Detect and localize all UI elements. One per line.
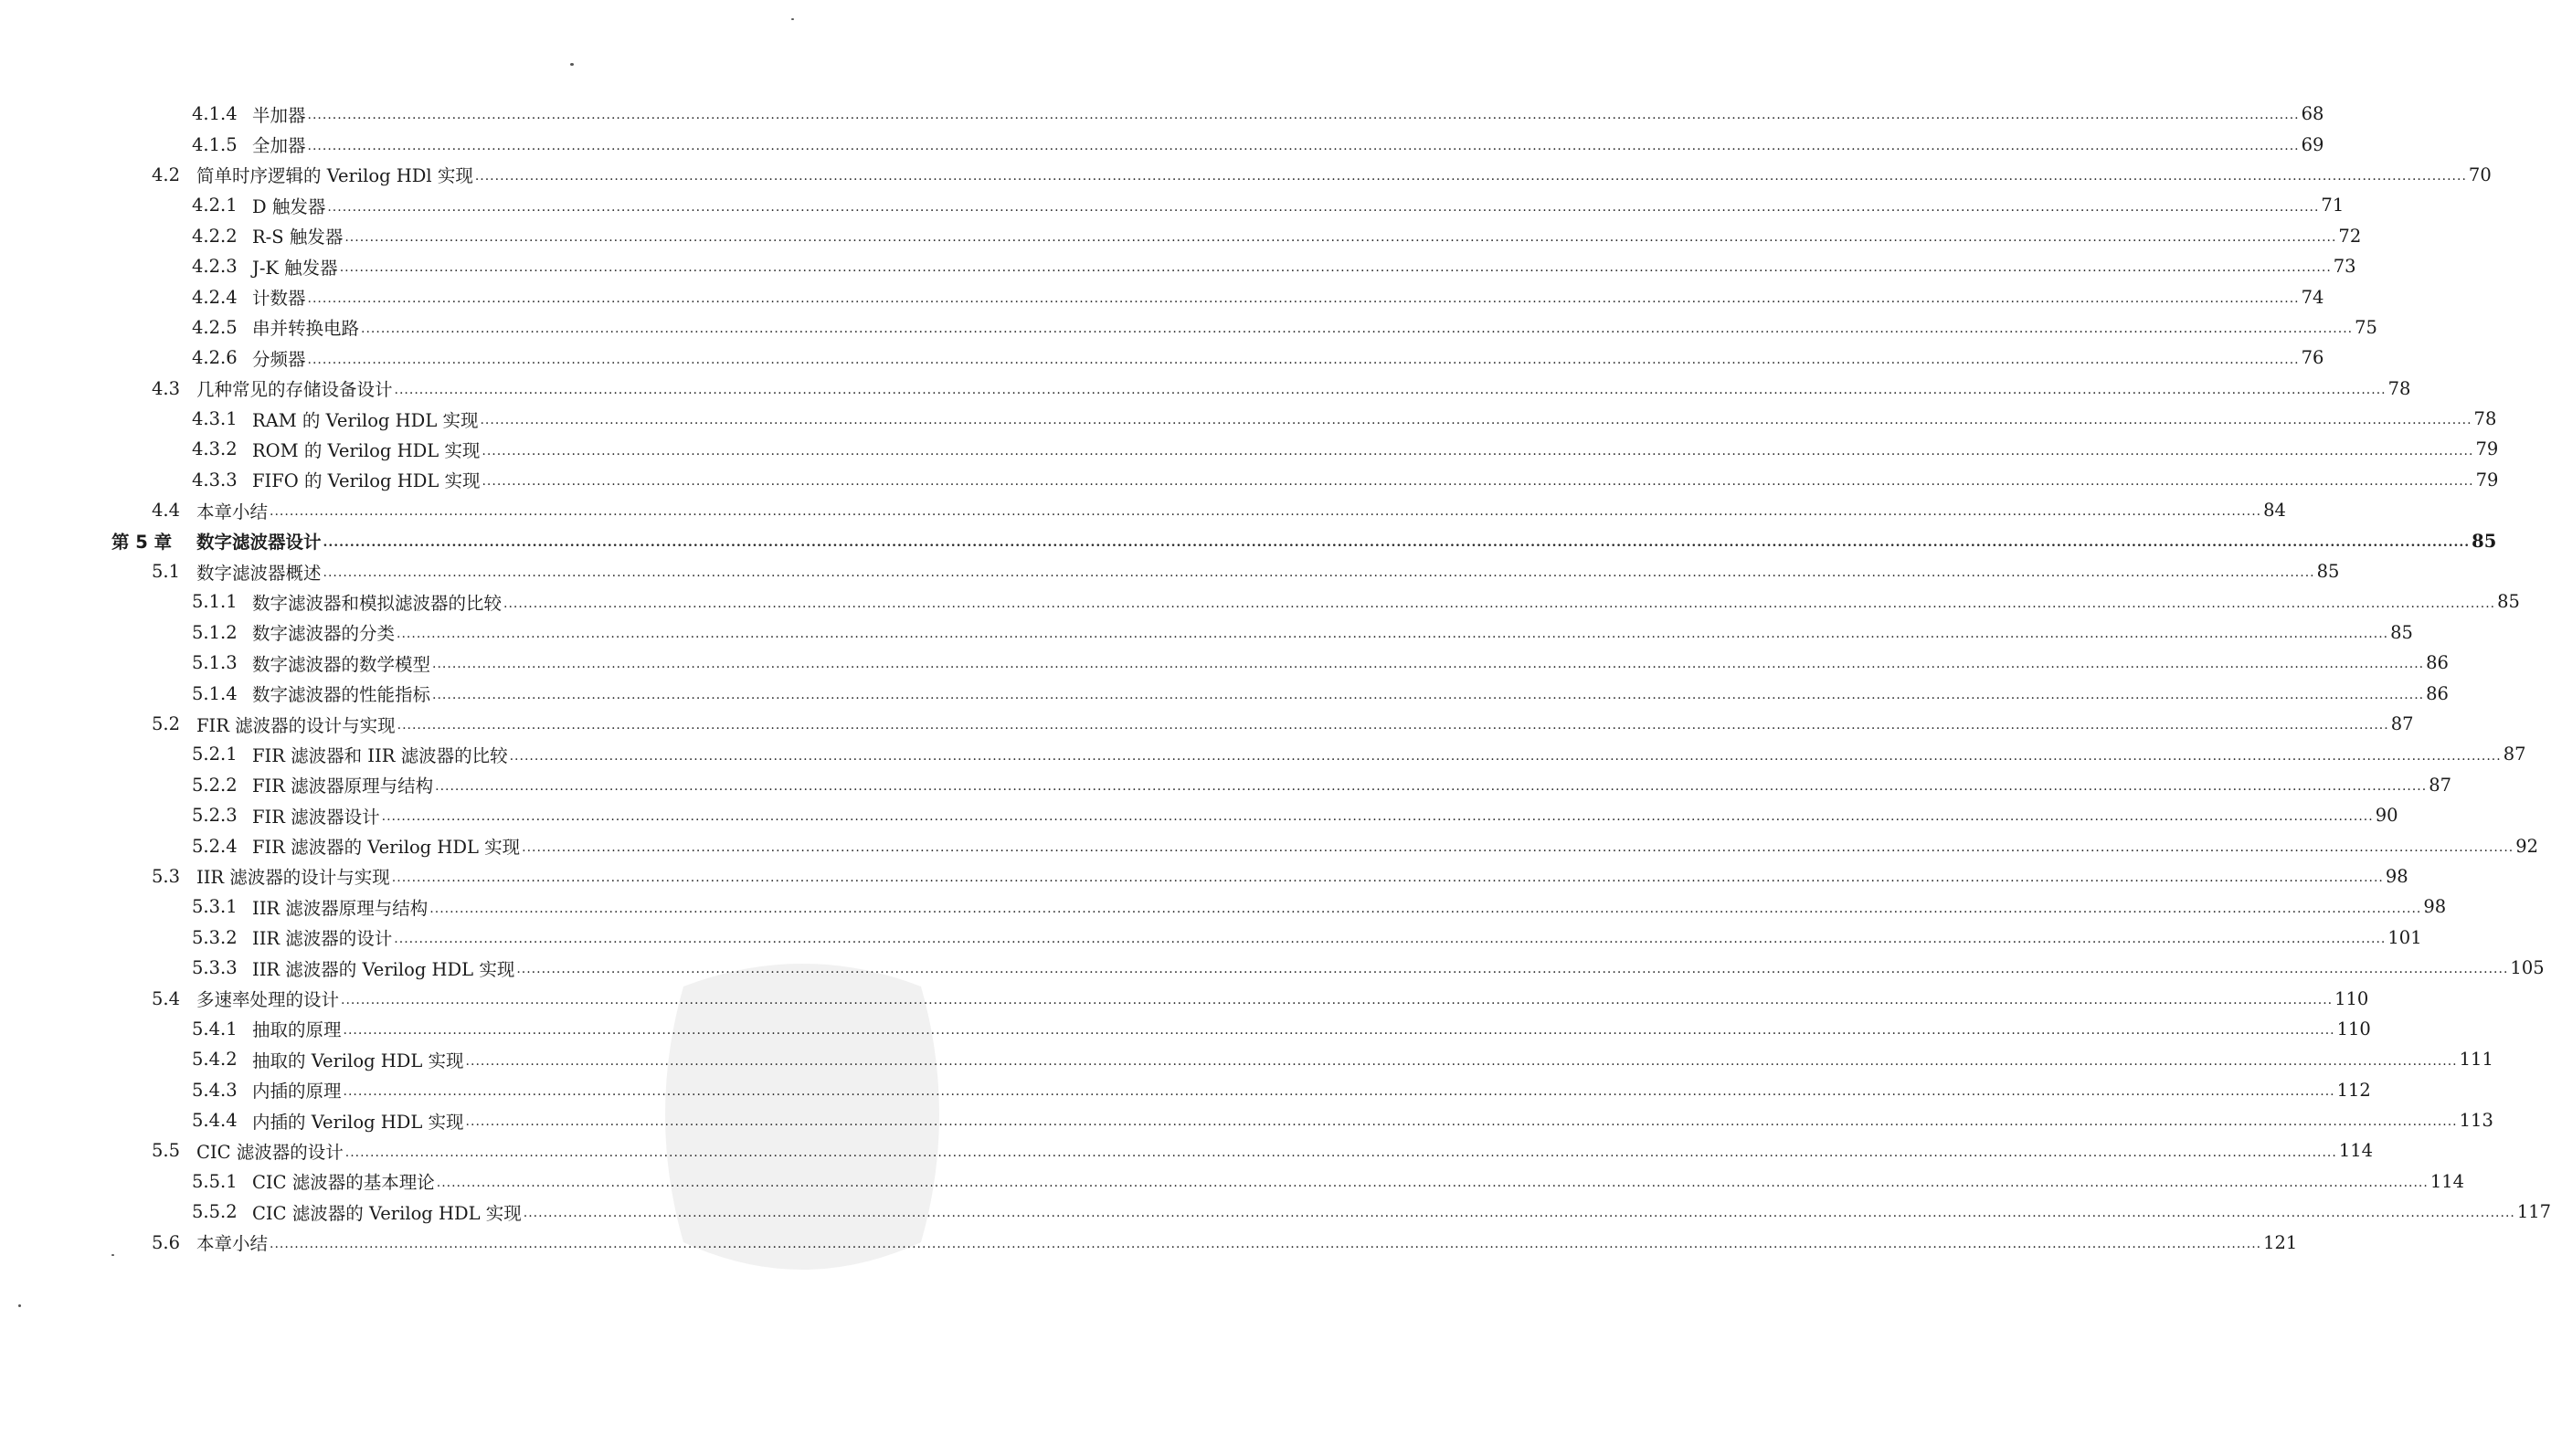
- toc-entry-page: 92: [2515, 835, 2539, 857]
- toc-entry-title: 计数器: [252, 288, 306, 310]
- toc-entry-title: 数字滤波器设计: [196, 532, 322, 554]
- dot-leader: ................................................................................................................................................................................................................................................................................................................................................................................................................: [323, 534, 2471, 550]
- toc-entry-number: 4.3: [152, 377, 181, 399]
- toc-subsection-entry[interactable]: [0, 1197, 2551, 1227]
- toc-entry-page: 117: [2516, 1201, 2551, 1223]
- toc-entry-number: 5.2: [152, 713, 181, 734]
- dot-leader: ................................................................................................................................................................................................................................................................................................................................................................................................................: [465, 1053, 2458, 1069]
- toc-entry-number: 5.3: [152, 865, 181, 887]
- dot-leader: ................................................................................................................................................................................................................................................................................................................................................................................................................: [516, 962, 2509, 977]
- toc-entry-number: 4.1.4: [192, 103, 238, 125]
- dot-leader: ................................................................................................................................................................................................................................................................................................................................................................................................................: [339, 260, 2332, 276]
- toc-entry-title: IIR 滤波器原理与结构: [252, 897, 429, 919]
- toc-entry-number: 5.4.1: [192, 1018, 238, 1039]
- toc-entry-number: 4.2.1: [192, 195, 238, 216]
- toc-subsection-entry[interactable]: [0, 99, 2324, 129]
- toc-section-entry[interactable]: [0, 709, 2414, 739]
- toc-entry-page: 101: [2387, 926, 2422, 948]
- toc-entry-title: 本章小结: [196, 501, 269, 522]
- toc-subsection-entry[interactable]: [0, 129, 2324, 159]
- toc-entry-number: 4.3.1: [192, 408, 238, 430]
- toc-entry-page: 84: [2263, 500, 2286, 522]
- toc-entry-title: FIR 滤波器的设计与实现: [196, 714, 396, 736]
- toc-entry-title: FIR 滤波器设计: [252, 806, 380, 828]
- toc-entry-page: 76: [2301, 347, 2324, 369]
- scan-speck: [791, 18, 794, 20]
- dot-leader: ................................................................................................................................................................................................................................................................................................................................................................................................................: [307, 108, 2300, 123]
- toc-entry-number: 4.3.3: [192, 469, 238, 491]
- toc-entry-title: 全加器: [252, 135, 306, 157]
- toc-entry-number: 4.2.4: [192, 286, 238, 308]
- toc-subsection-entry[interactable]: [0, 586, 2520, 617]
- dot-leader: ................................................................................................................................................................................................................................................................................................................................................................................................................: [307, 290, 2300, 306]
- toc-entry-title: 数字滤波器和模拟滤波器的比较: [252, 592, 503, 614]
- toc-section-entry[interactable]: [0, 983, 2369, 1013]
- toc-subsection-entry[interactable]: [0, 1044, 2493, 1074]
- toc-subsection-entry[interactable]: [0, 678, 2449, 708]
- dot-leader: ................................................................................................................................................................................................................................................................................................................................................................................................................: [397, 718, 2389, 733]
- toc-section-entry[interactable]: [0, 374, 2411, 404]
- toc-entry-number: 4.2.2: [192, 225, 238, 247]
- toc-entry-number: 5.6: [152, 1231, 181, 1253]
- toc-chapter-entry[interactable]: [0, 525, 2497, 555]
- dot-leader: ................................................................................................................................................................................................................................................................................................................................................................................................................: [391, 870, 2384, 886]
- toc-entry-title: FIR 滤波器原理与结构: [252, 775, 434, 797]
- toc-entry-number: 4.3.2: [192, 438, 238, 460]
- toc-entry-number: 4.2: [152, 164, 181, 185]
- toc-entry-page: 87: [2503, 744, 2526, 765]
- toc-entry-number: 4.2.5: [192, 316, 238, 338]
- dot-leader: ................................................................................................................................................................................................................................................................................................................................................................................................................: [327, 199, 2320, 215]
- toc-entry-title: 数字滤波器的数学模型: [252, 653, 431, 675]
- dot-leader: ................................................................................................................................................................................................................................................................................................................................................................................................................: [522, 839, 2514, 855]
- toc-entry-title: 简单时序逻辑的 Verilog HDl 实现: [196, 165, 473, 187]
- toc-entry-page: 79: [2475, 438, 2499, 460]
- toc-entry-title: FIR 滤波器和 IIR 滤波器的比较: [252, 744, 508, 766]
- dot-leader: ................................................................................................................................................................................................................................................................................................................................................................................................................: [435, 778, 2428, 794]
- toc-entry-number: 5.5: [152, 1140, 181, 1162]
- toc-entry-title: CIC 滤波器的设计: [196, 1141, 344, 1163]
- dot-leader: ................................................................................................................................................................................................................................................................................................................................................................................................................: [307, 352, 2300, 367]
- toc-entry-title: FIFO 的 Verilog HDL 实现: [252, 470, 481, 492]
- toc-entry-title: 内插的 Verilog HDL 实现: [252, 1111, 464, 1133]
- toc-entry-title: J-K 触发器: [252, 257, 338, 279]
- toc-entry-title: D 触发器: [252, 195, 326, 217]
- toc-entry-page: 110: [2334, 987, 2369, 1009]
- toc-entry-page: 85: [2390, 621, 2413, 643]
- dot-leader: ................................................................................................................................................................................................................................................................................................................................................................................................................: [361, 322, 2354, 337]
- toc-section-entry[interactable]: [0, 556, 2340, 586]
- toc-entry-title: 数字滤波器概述: [196, 562, 322, 584]
- scan-speck: [570, 63, 574, 66]
- toc-entry-page: 70: [2468, 164, 2492, 185]
- dot-leader: ................................................................................................................................................................................................................................................................................................................................................................................................................: [343, 1083, 2335, 1099]
- toc-entry-page: 73: [2333, 256, 2356, 278]
- toc-subsection-entry[interactable]: [0, 404, 2497, 434]
- dot-leader: ................................................................................................................................................................................................................................................................................................................................................................................................................: [270, 504, 2262, 520]
- toc-entry-number: 4.2.6: [192, 347, 238, 369]
- toc-entry-title: CIC 滤波器的 Verilog HDL 实现: [252, 1202, 522, 1224]
- toc-entry-title: IIR 滤波器的设计: [252, 928, 393, 950]
- dot-leader: ................................................................................................................................................................................................................................................................................................................................................................................................................: [503, 596, 2496, 611]
- toc-entry-number: 第 5 章: [111, 532, 173, 554]
- toc-subsection-entry[interactable]: [0, 800, 2398, 830]
- toc-subsection-entry[interactable]: [0, 465, 2499, 495]
- toc-entry-title: 数字滤波器的分类: [252, 623, 396, 645]
- toc-entry-number: 5.2.2: [192, 774, 238, 796]
- toc-entry-title: 几种常见的存储设备设计: [196, 379, 393, 401]
- toc-entry-page: 86: [2426, 652, 2449, 674]
- toc-entry-title: 半加器: [252, 104, 306, 126]
- toc-subsection-entry[interactable]: [0, 1075, 2371, 1105]
- dot-leader: ................................................................................................................................................................................................................................................................................................................................................................................................................: [381, 809, 2374, 825]
- toc-entry-page: 111: [2459, 1049, 2493, 1071]
- toc-subsection-entry[interactable]: [0, 617, 2413, 648]
- dot-leader: ................................................................................................................................................................................................................................................................................................................................................................................................................: [397, 627, 2389, 642]
- dot-leader: ................................................................................................................................................................................................................................................................................................................................................................................................................: [509, 748, 2502, 764]
- dot-leader: ................................................................................................................................................................................................................................................................................................................................................................................................................: [344, 1145, 2337, 1160]
- toc-subsection-entry[interactable]: [0, 281, 2324, 311]
- toc-entry-title: 串并转换电路: [252, 318, 360, 340]
- dot-leader: ................................................................................................................................................................................................................................................................................................................................................................................................................: [482, 443, 2474, 459]
- toc-entry-page: 121: [2263, 1231, 2298, 1253]
- toc-entry-number: 5.4.4: [192, 1110, 238, 1132]
- toc-entry-page: 114: [2338, 1140, 2374, 1162]
- toc-entry-page: 78: [2473, 408, 2497, 430]
- toc-entry-number: 5.3.1: [192, 896, 238, 918]
- toc-entry-page: 86: [2426, 682, 2449, 704]
- toc-subsection-entry[interactable]: [0, 434, 2499, 464]
- toc-entry-title: 数字滤波器的性能指标: [252, 684, 431, 706]
- toc-entry-number: 4.1.5: [192, 133, 238, 155]
- toc-entry-number: 5.3.2: [192, 926, 238, 948]
- toc-entry-title: ROM 的 Verilog HDL 实现: [252, 439, 481, 461]
- toc-subsection-entry[interactable]: [0, 830, 2539, 860]
- toc-entry-page: 78: [2387, 377, 2411, 399]
- toc-entry-page: 87: [2429, 774, 2452, 796]
- toc-subsection-entry[interactable]: [0, 312, 2377, 343]
- toc-entry-page: 79: [2475, 469, 2499, 491]
- toc-subsection-entry[interactable]: [0, 953, 2545, 983]
- toc-entry-number: 5.5.1: [192, 1170, 238, 1192]
- toc-subsection-entry[interactable]: [0, 739, 2526, 769]
- toc-subsection-entry[interactable]: [0, 343, 2324, 373]
- toc-entry-page: 114: [2429, 1170, 2465, 1192]
- toc-entry-number: 5.4.3: [192, 1079, 238, 1101]
- toc-section-entry[interactable]: [0, 495, 2286, 525]
- toc-section-entry[interactable]: [0, 1135, 2374, 1166]
- scan-speck: [18, 1304, 21, 1307]
- toc-entry-number: 5.1.4: [192, 682, 238, 704]
- toc-entry-page: 98: [2423, 896, 2447, 918]
- toc-entry-title: 本章小结: [196, 1233, 269, 1255]
- toc-entry-title: 抽取的 Verilog HDL 实现: [252, 1050, 464, 1071]
- dot-leader: ................................................................................................................................................................................................................................................................................................................................................................................................................: [523, 1206, 2515, 1221]
- toc-entry-number: 5.4: [152, 987, 181, 1009]
- dot-leader: ................................................................................................................................................................................................................................................................................................................................................................................................................: [474, 169, 2467, 185]
- toc-subsection-entry[interactable]: [0, 892, 2447, 922]
- toc-entry-title: 内插的原理: [252, 1081, 342, 1103]
- dot-leader: ................................................................................................................................................................................................................................................................................................................................................................................................................: [343, 1023, 2335, 1039]
- toc-entry-title: R-S 触发器: [252, 227, 344, 248]
- toc-entry-number: 5.4.2: [192, 1049, 238, 1071]
- toc-entry-page: 71: [2321, 195, 2345, 216]
- toc-entry-title: 分频器: [252, 348, 306, 370]
- toc-entry-number: 5.5.2: [192, 1201, 238, 1223]
- toc-entry-title: FIR 滤波器的 Verilog HDL 实现: [252, 837, 521, 859]
- toc-entry-page: 105: [2510, 957, 2545, 979]
- toc-entry-page: 75: [2355, 316, 2377, 338]
- toc-entry-page: 110: [2336, 1018, 2371, 1039]
- toc-entry-number: 5.1.1: [192, 591, 238, 613]
- toc-section-entry[interactable]: [0, 160, 2492, 190]
- dot-leader: ................................................................................................................................................................................................................................................................................................................................................................................................................: [394, 931, 2387, 946]
- toc-entry-page: 85: [2472, 530, 2497, 552]
- dot-leader: ................................................................................................................................................................................................................................................................................................................................................................................................................: [432, 687, 2425, 702]
- toc-entry-page: 72: [2338, 225, 2362, 247]
- toc-subsection-entry[interactable]: [0, 1014, 2371, 1044]
- toc-entry-page: 90: [2375, 805, 2398, 827]
- toc-entry-title: RAM 的 Verilog HDL 实现: [252, 409, 479, 431]
- toc-section-entry[interactable]: [0, 861, 2408, 892]
- toc-entry-number: 5.2.4: [192, 835, 238, 857]
- toc-entry-number: 5.2.3: [192, 805, 238, 827]
- toc-entry-page: 68: [2301, 103, 2324, 125]
- toc-entry-number: 4.2.3: [192, 256, 238, 278]
- toc-subsection-entry[interactable]: [0, 1166, 2465, 1197]
- dot-leader: ................................................................................................................................................................................................................................................................................................................................................................................................................: [480, 413, 2472, 428]
- toc-entry-page: 85: [2497, 591, 2520, 613]
- toc-entry-number: 5.1.3: [192, 652, 238, 674]
- toc-entry-title: CIC 滤波器的基本理论: [252, 1172, 435, 1194]
- toc-entry-title: IIR 滤波器的设计与实现: [196, 867, 390, 889]
- toc-entry-page: 74: [2301, 286, 2324, 308]
- toc-subsection-entry[interactable]: [0, 923, 2422, 953]
- toc-entry-title: IIR 滤波器的 Verilog HDL 实现: [252, 958, 515, 980]
- toc-entry-number: 5.1: [152, 561, 181, 583]
- toc-section-entry[interactable]: [0, 1227, 2298, 1257]
- toc-subsection-entry[interactable]: [0, 190, 2345, 220]
- table-of-contents: [0, 99, 2551, 1258]
- toc-entry-page: 112: [2336, 1079, 2371, 1101]
- toc-entry-page: 85: [2316, 561, 2340, 583]
- dot-leader: ................................................................................................................................................................................................................................................................................................................................................................................................................: [436, 1176, 2429, 1191]
- dot-leader: ................................................................................................................................................................................................................................................................................................................................................................................................................: [344, 229, 2337, 245]
- toc-entry-page: 98: [2385, 865, 2408, 887]
- dot-leader: ................................................................................................................................................................................................................................................................................................................................................................................................................: [341, 992, 2334, 1008]
- toc-entry-page: 87: [2390, 713, 2414, 734]
- dot-leader: ................................................................................................................................................................................................................................................................................................................................................................................................................: [432, 657, 2425, 672]
- toc-entry-number: 5.3.3: [192, 957, 238, 979]
- dot-leader: ................................................................................................................................................................................................................................................................................................................................................................................................................: [307, 138, 2300, 153]
- toc-entry-page: 69: [2301, 133, 2324, 155]
- dot-leader: ................................................................................................................................................................................................................................................................................................................................................................................................................: [394, 382, 2387, 397]
- dot-leader: ................................................................................................................................................................................................................................................................................................................................................................................................................: [465, 1114, 2458, 1130]
- dot-leader: ................................................................................................................................................................................................................................................................................................................................................................................................................: [482, 474, 2474, 490]
- dot-leader: ................................................................................................................................................................................................................................................................................................................................................................................................................: [429, 901, 2422, 916]
- toc-entry-title: 抽取的原理: [252, 1019, 342, 1041]
- dot-leader: ................................................................................................................................................................................................................................................................................................................................................................................................................: [270, 1236, 2262, 1251]
- toc-subsection-entry[interactable]: [0, 251, 2356, 281]
- toc-subsection-entry[interactable]: [0, 648, 2449, 678]
- toc-subsection-entry[interactable]: [0, 221, 2362, 251]
- toc-entry-title: 多速率处理的设计: [196, 989, 340, 1011]
- toc-entry-number: 5.1.2: [192, 621, 238, 643]
- toc-subsection-entry[interactable]: [0, 1105, 2493, 1135]
- toc-entry-number: 5.2.1: [192, 744, 238, 765]
- toc-entry-page: 113: [2459, 1110, 2493, 1132]
- toc-entry-number: 4.4: [152, 500, 181, 522]
- toc-subsection-entry[interactable]: [0, 770, 2452, 800]
- dot-leader: ................................................................................................................................................................................................................................................................................................................................................................................................................: [323, 565, 2315, 581]
